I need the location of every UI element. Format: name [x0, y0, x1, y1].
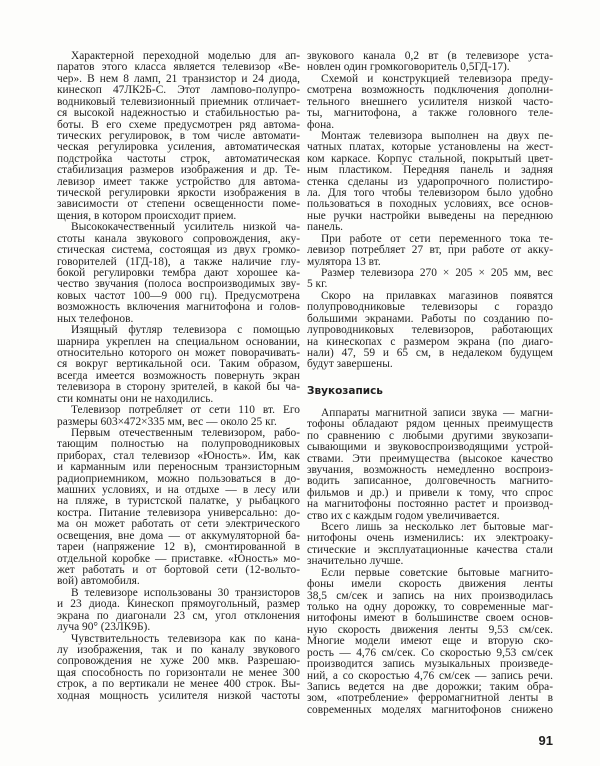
- paragraph: [307, 234, 553, 268]
- text-line: Характерной переходной моделью для ап-: [71, 50, 300, 62]
- text-line: стабилизация размеров изображения и др. Те-: [57, 164, 300, 177]
- text-line: смотрена возможность подключения дополни-: [307, 84, 553, 97]
- text-line: полупроводниковые телевизоры с гораздо: [307, 301, 553, 314]
- text-line: стическая система, состоящая из двух громко-: [57, 244, 300, 257]
- text-line: радиоприемником, можно пользоваться в до-: [57, 472, 300, 485]
- text-line: ты, магнитофона, а также головного теле-: [307, 107, 553, 120]
- right-column: [307, 51, 553, 716]
- text-line: производится запись музыкальных произведе-: [307, 658, 553, 671]
- paragraph: [307, 268, 553, 291]
- text-line: фона.: [307, 118, 335, 131]
- paragraph: [57, 325, 300, 405]
- text-line: Аппараты магнитной записи звука — магни-: [321, 406, 553, 419]
- paragraph: [307, 131, 553, 234]
- text-line: ствами. Эти преимущества (высокое качество: [307, 452, 553, 465]
- text-line: жет работать и от бортовой сети (12-вольто-: [57, 563, 300, 576]
- text-line: вой) автомобиля.: [57, 575, 140, 588]
- text-line: приборах, стал телевизор «Юность». Им, как: [57, 449, 300, 462]
- text-line: стенка сделаны из ударопрочного полистиро-: [307, 175, 553, 188]
- text-line: и карманным или переносным транзисторным: [57, 461, 300, 474]
- text-line: Высококачественный усилитель низкой ча-: [71, 221, 300, 234]
- text-line: на кинескопах с размером экрана (по диаго-: [307, 335, 553, 348]
- section-heading: Звукозапись: [307, 384, 383, 397]
- text-line: рость — 4,76 см/сек. Со скоростью 9,53 см/сек: [307, 646, 553, 659]
- text-line: ство их с каждым годом увеличивается.: [307, 509, 500, 522]
- text-line: Запись ведется на две дорожки; таким обра-: [307, 680, 553, 693]
- text-line: Схемой и конструкцией телевизора преду-: [321, 72, 553, 85]
- text-line: зом, «потребление» ферромагнитной ленты в: [307, 692, 553, 705]
- text-line: бокой регулировки тембра дают хорошее ка-: [57, 267, 300, 280]
- text-line: тельного внешнего усилителя низкой часто-: [307, 95, 553, 108]
- text-line: ческая регулировка усиления, автоматическая: [57, 141, 300, 154]
- text-line: фильмов и др.) и привели к тому, что спрос: [307, 486, 553, 499]
- text-line: на пляже, в туристской палатке, у рыбацкого: [57, 495, 300, 508]
- paragraph: [57, 428, 300, 588]
- text-line: Скоро на прилавках магазинов появятся: [321, 289, 553, 302]
- text-line: только на одну дорожку, то современные маг-: [307, 600, 553, 613]
- text-line: всегда имеется возможность повернуть экран: [57, 369, 300, 382]
- text-line: шарнира укреплен на специальном основании,: [57, 335, 300, 348]
- text-line: ний, а со скоростью 4,76 см/сек — запись речи.: [307, 669, 553, 682]
- text-line: ся вокруг вертикальной оси. Таким образом,: [57, 358, 300, 371]
- text-line: возможность включения магнитофона и голов-: [57, 301, 300, 314]
- text-line: Чувствительность телевизора как по кана-: [71, 632, 300, 645]
- text-line: тических регулировок, в том числе автомати-: [57, 129, 300, 142]
- text-line: Монтаж телевизора выполнен на двух пе-: [321, 129, 553, 142]
- text-line: ком каркасе. Корпус стальной, покрытый цвет-: [307, 152, 553, 165]
- text-line: ковых частот 100—9 000 гц). Предусмотрена: [57, 289, 300, 302]
- text-line: значительно лучше.: [307, 555, 404, 568]
- text-line: панель.: [307, 221, 344, 234]
- paragraph: [307, 522, 553, 568]
- text-line: водить записанное, долговечность магнито-: [307, 475, 553, 488]
- text-line: 38,5 см/сек и запись на них производилась: [307, 589, 553, 602]
- text-line: боты. В его схеме предусмотрен ряд автома-: [57, 118, 300, 131]
- text-line: пользоваться в походных условиях, все основ-: [307, 198, 553, 211]
- text-line: При работе от сети переменного тока те-: [321, 232, 553, 245]
- text-line: фоны имели скорость движения ленты: [307, 578, 553, 591]
- text-line: лупроводниковых телевизоров, работающих: [307, 324, 553, 337]
- text-line: нитофоны имеют в большинстве своем основ-: [307, 612, 553, 625]
- text-line: Первым отечественным телевизором, рабо-: [71, 426, 300, 439]
- text-line: современных моделях магнитофонов снижено: [307, 703, 553, 716]
- paragraph: [307, 568, 553, 716]
- text-line: тареи (напряжение 12 в), смонтированной в: [57, 541, 300, 554]
- paragraph: [307, 51, 553, 74]
- paragraph: [307, 74, 553, 131]
- text-line: сти комнаты они не находились.: [57, 392, 214, 405]
- text-line: паратов этого класса является телевизор «Ве-: [57, 61, 300, 74]
- text-line: относительно которого он может поворачивать-: [57, 346, 300, 359]
- paragraph: [57, 588, 300, 634]
- text-line: стические и эксплуатационные качества стали: [307, 543, 553, 556]
- text-line: по сравнению с любыми другими звукозапи-: [307, 429, 553, 442]
- text-line: ных телефонов.: [57, 312, 134, 325]
- text-line: мулятора 13 вт.: [307, 255, 381, 268]
- page-number: 91: [538, 733, 553, 748]
- text-line: сопровождения не хуже 200 мкв. Разрешаю-: [57, 655, 300, 668]
- text-line: говорителей (1ГД-18), а также наличие глу-: [57, 255, 300, 268]
- text-line: Если первые советские бытовые магнито-: [321, 566, 553, 579]
- text-line: и 23 диода. Кинескоп прямоугольный, размер: [57, 598, 300, 611]
- text-line: машних условиях, и на отдыхе — в лесу или: [57, 484, 300, 497]
- text-line: кинескоп 47ЛК2Б-С. Этот лампово-полупро-: [57, 84, 300, 97]
- text-line: нали) 47, 59 и 65 см, в недалеком будущем: [307, 346, 553, 359]
- text-line: лу изображения, так и по каналу звукового: [57, 643, 300, 656]
- text-line: ные ручки настройки выведены на переднюю: [307, 209, 553, 222]
- text-line: тающим полностью на полупроводниковых: [57, 438, 300, 451]
- paragraph: [307, 408, 553, 522]
- text-line: звучания, возможность немедленно воспроиз-: [307, 463, 553, 476]
- paragraph: [57, 51, 300, 222]
- text-line: левизор потребляет 27 вт, при работе от акку-: [307, 244, 553, 257]
- text-line: зависимости от степени освещенности поме-: [57, 198, 300, 211]
- text-line: ся высокой надежностью и стабильностью ра-: [57, 107, 300, 120]
- text-line: сывающими и звуковоспроизводящими устрой-: [307, 441, 553, 454]
- text-line: будут завершены.: [307, 358, 393, 371]
- text-line: освещения, вне дома — от аккумуляторной ба-: [57, 529, 300, 542]
- text-line: чер». В нем 8 ламп, 21 транзистор и 24 диода,: [57, 72, 300, 85]
- text-line: строк, а по вертикали не менее 400 строк. Вы-: [57, 678, 300, 691]
- paragraph: [307, 291, 553, 371]
- text-line: 5 кг.: [307, 278, 328, 291]
- text-line: костра. Питание телевизора универсально: до-: [57, 506, 300, 519]
- text-line: щения, в котором происходит прием.: [57, 209, 237, 222]
- text-line: луча 90° (23ЛК9Б).: [57, 621, 151, 634]
- paragraph: [57, 222, 300, 325]
- left-column: [57, 51, 300, 702]
- text-line: щая способность по горизонтали не менее 300: [57, 666, 300, 679]
- text-line: чатных платах, которые установлены на жест-: [307, 141, 553, 154]
- text-line: на магнитофоны постоянно растет и производ-: [307, 498, 553, 511]
- text-line: тофоны обладают рядом ценных преимуществ: [307, 418, 553, 431]
- text-line: ла. Для того чтобы телевизором было удобно: [307, 187, 553, 200]
- text-line: Многие модели имеют еще и вторую ско-: [307, 635, 553, 648]
- paragraph: [57, 405, 300, 428]
- text-line: тической регулировки яркости изображения в: [57, 187, 300, 200]
- text-line: ным пластиком. Передняя панель и задняя: [307, 164, 553, 177]
- text-line: большими экранами. Работы по созданию по-: [307, 312, 553, 325]
- text-line: водниковый телевизионный приемник отличает-: [57, 95, 300, 108]
- text-line: ма он может работать от сети электрического: [57, 518, 300, 531]
- text-line: ходная мощность усилителя низкой частоты: [57, 689, 300, 702]
- text-line: нитофоны очень изменились: их электроаку-: [307, 532, 553, 545]
- text-line: Всего лишь за несколько лет бытовые маг-: [321, 521, 553, 534]
- text-line: экрана по диагонали 23 см, угол отклонения: [57, 609, 300, 622]
- text-line: чество звучания (полоса воспроизводимых зву-: [57, 278, 300, 291]
- text-line: новлен один громкоговоритель 0,5ГД-17).: [307, 61, 510, 74]
- text-line: телевизора в сторону зрителей, в какой бы ча-: [57, 381, 300, 394]
- paragraph: [57, 634, 300, 703]
- text-line: В телевизоре использованы 30 транзисторов: [71, 586, 300, 599]
- text-line: звукового канала 0,2 вт (в телевизоре уста-: [307, 50, 553, 62]
- text-line: Размер телевизора 270 × 205 × 205 мм, вес: [321, 267, 553, 280]
- text-line: Телевизор потребляет от сети 110 вт. Его: [71, 404, 300, 417]
- text-line: отдельной коробке — приставке. «Юность» мо-: [57, 552, 300, 565]
- text-line: стоты канала звукового сопровождения, аку-: [57, 232, 300, 245]
- text-line: размеры 603×472×335 мм, вес — около 25 кг.: [57, 415, 277, 428]
- text-line: подстройка частоты строк, автоматическая: [57, 152, 300, 165]
- text-line: ную скорость движения ленты 9,53 см/сек.: [307, 623, 553, 636]
- text-line: Изящный футляр телевизора с помощью: [71, 324, 300, 337]
- text-line: левизор имеет также устройство для автома-: [57, 175, 300, 188]
